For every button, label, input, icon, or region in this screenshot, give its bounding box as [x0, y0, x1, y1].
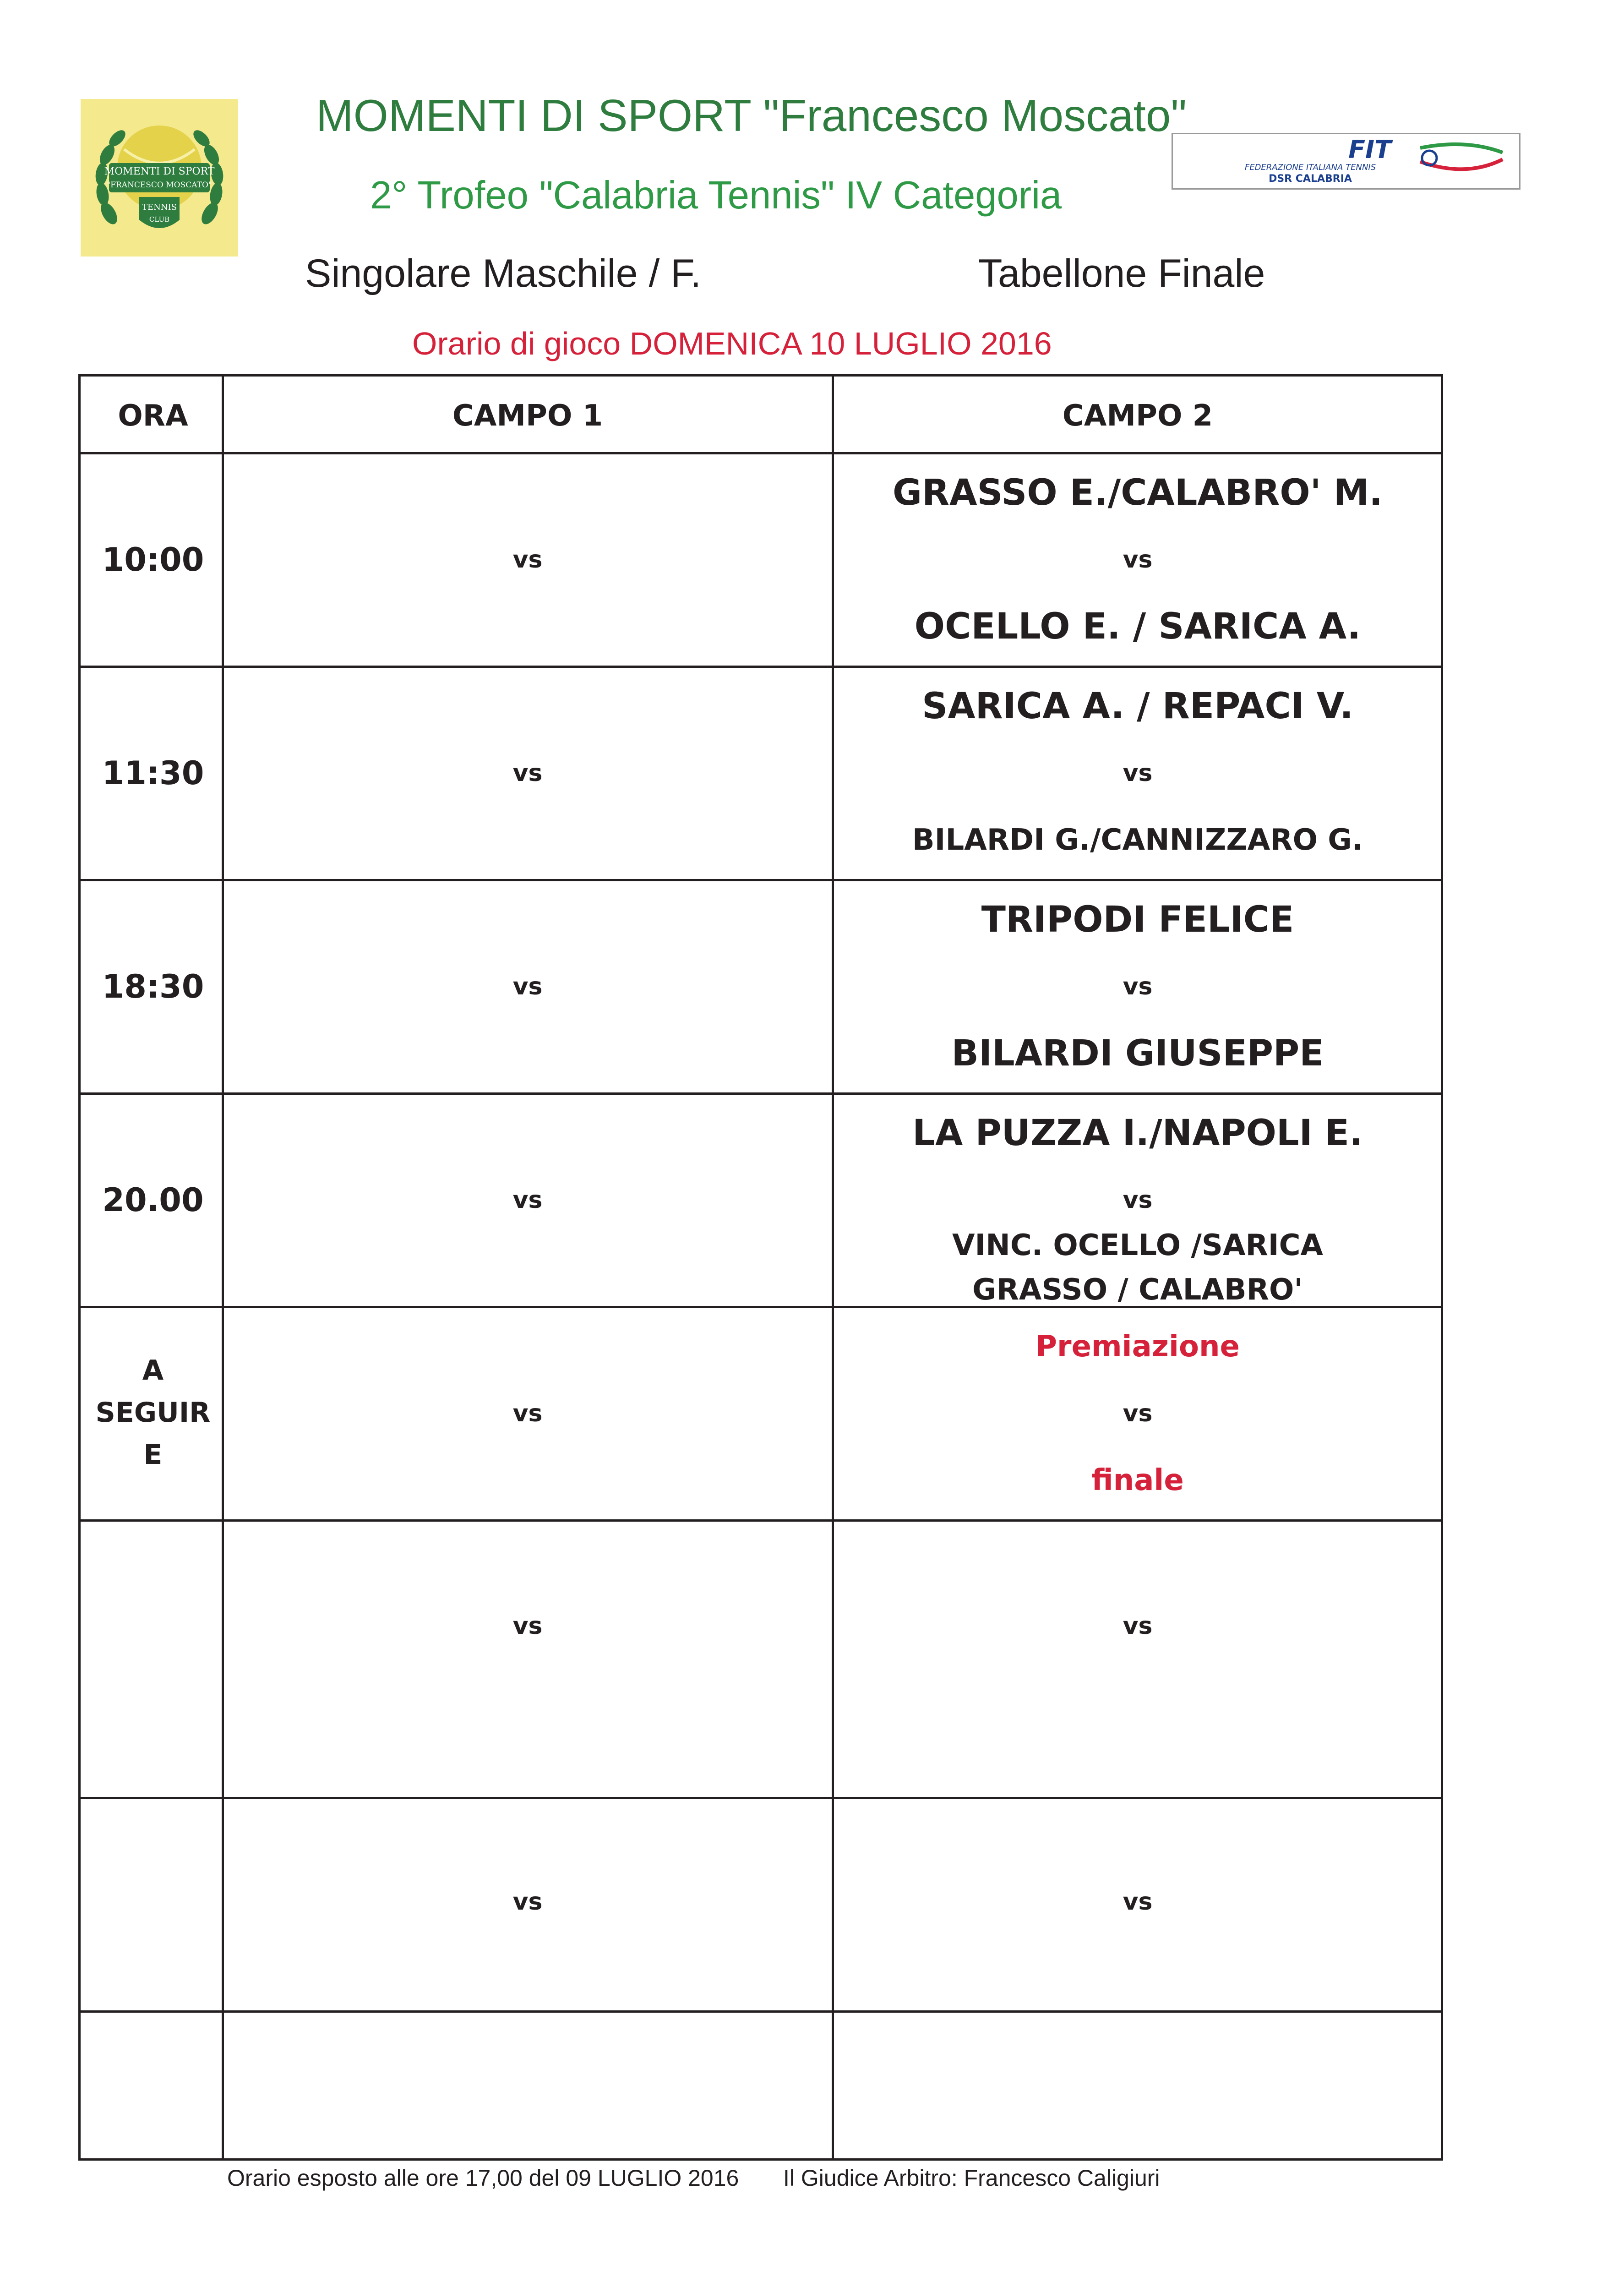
svg-text:FIT: FIT: [1348, 135, 1391, 164]
tournament-subtitle: 2° Trofeo "Calabria Tennis" IV Categoria: [370, 174, 1062, 217]
row-divider: [81, 666, 1441, 668]
row-4-campo-2-winner-line-1: VINC. OCELLO /SARICA: [952, 1228, 1324, 1262]
header-campo-2: CAMPO 2: [1062, 399, 1213, 433]
row-5-campo-1-vs: vs: [512, 1400, 543, 1427]
row-7-campo-1-vs: vs: [512, 1888, 543, 1916]
row-4-campo-1-vs: vs: [512, 1186, 543, 1214]
row-3-time: 18:30: [102, 968, 204, 1005]
row-7-campo-2-vs: vs: [1123, 1888, 1153, 1916]
event-name: Singolare Maschile / F.: [305, 251, 702, 295]
row-2-time: 11:30: [102, 754, 204, 792]
row-5-time-line: E: [143, 1439, 163, 1471]
column-divider: [832, 377, 834, 2158]
svg-text:"FRANCESCO MOSCATO": "FRANCESCO MOSCATO": [107, 180, 212, 190]
schedule-table: [78, 374, 1443, 2161]
column-divider: [222, 377, 224, 2158]
row-3-campo-2-vs: vs: [1123, 973, 1153, 1000]
row-2-campo-2-vs: vs: [1123, 759, 1153, 787]
row-1-campo-1-vs: vs: [512, 546, 543, 573]
row-4-campo-2-winner-line-2: GRASSO / CALABRO': [972, 1273, 1303, 1307]
row-2-campo-1-vs: vs: [512, 759, 543, 787]
svg-text:TENNIS: TENNIS: [142, 202, 177, 212]
schedule-date: Orario di gioco DOMENICA 10 LUGLIO 2016: [412, 326, 1052, 361]
fit-emblem: [1173, 134, 1519, 188]
row-6-campo-2-vs: vs: [1123, 1612, 1153, 1640]
row-3-campo-1-vs: vs: [512, 973, 543, 1000]
row-5-time-line: SEGUIR: [95, 1397, 211, 1429]
row-divider: [81, 1092, 1441, 1095]
row-4-campo-2-vs: vs: [1123, 1186, 1153, 1214]
footer-posted-time: Orario esposto alle ore 17,00 del 09 LUGLIO 2016: [227, 2165, 739, 2191]
row-5-time: [96, 1349, 211, 1476]
header-ora: ORA: [118, 399, 188, 433]
row-5-campo-2-vs: vs: [1123, 1400, 1153, 1427]
svg-text:FEDERAZIONE ITALIANA TENNIS: FEDERAZIONE ITALIANA TENNIS: [1244, 163, 1376, 172]
draw-name: Tabellone Finale: [978, 251, 1265, 295]
row-1-time: 10:00: [102, 541, 204, 579]
row-1-campo-2-player-2: OCELLO E. / SARICA A.: [914, 606, 1361, 647]
row-divider: [81, 879, 1441, 881]
row-4-time: 20.00: [102, 1181, 204, 1219]
row-3-campo-2-player-1: TRIPODI FELICE: [981, 899, 1294, 940]
row-divider: [81, 452, 1441, 454]
club-emblem: [81, 99, 238, 257]
row-divider: [81, 1519, 1441, 1522]
row-5-time-line: A: [142, 1354, 164, 1387]
page-title: MOMENTI DI SPORT "Francesco Moscato": [316, 90, 1187, 141]
svg-text:CLUB: CLUB: [149, 215, 170, 224]
row-1-campo-2-player-1: GRASSO E./CALABRO' M.: [893, 472, 1383, 513]
club-logo: [81, 99, 238, 257]
fit-logo: [1172, 133, 1520, 190]
row-2-campo-2-player-2: BILARDI G./CANNIZZARO G.: [912, 823, 1363, 857]
svg-text:DSR CALABRIA: DSR CALABRIA: [1269, 173, 1352, 185]
svg-text:MOMENTI DI SPORT: MOMENTI DI SPORT: [104, 166, 215, 177]
header-campo-1: CAMPO 1: [452, 399, 603, 433]
row-divider: [81, 2010, 1441, 2013]
row-1-campo-2-vs: vs: [1123, 546, 1153, 573]
row-5-campo-2-final: finale: [1091, 1463, 1184, 1497]
row-3-campo-2-player-2: BILARDI GIUSEPPE: [951, 1033, 1324, 1074]
footer-referee: Il Giudice Arbitro: Francesco Caligiuri: [783, 2165, 1160, 2191]
row-5-campo-2-award-ceremony: Premiazione: [1035, 1330, 1240, 1364]
row-4-campo-2-player-1: LA PUZZA I./NAPOLI E.: [912, 1113, 1363, 1154]
row-2-campo-2-player-1: SARICA A. / REPACI V.: [922, 686, 1353, 727]
row-divider: [81, 1797, 1441, 1799]
row-6-campo-1-vs: vs: [512, 1612, 543, 1640]
